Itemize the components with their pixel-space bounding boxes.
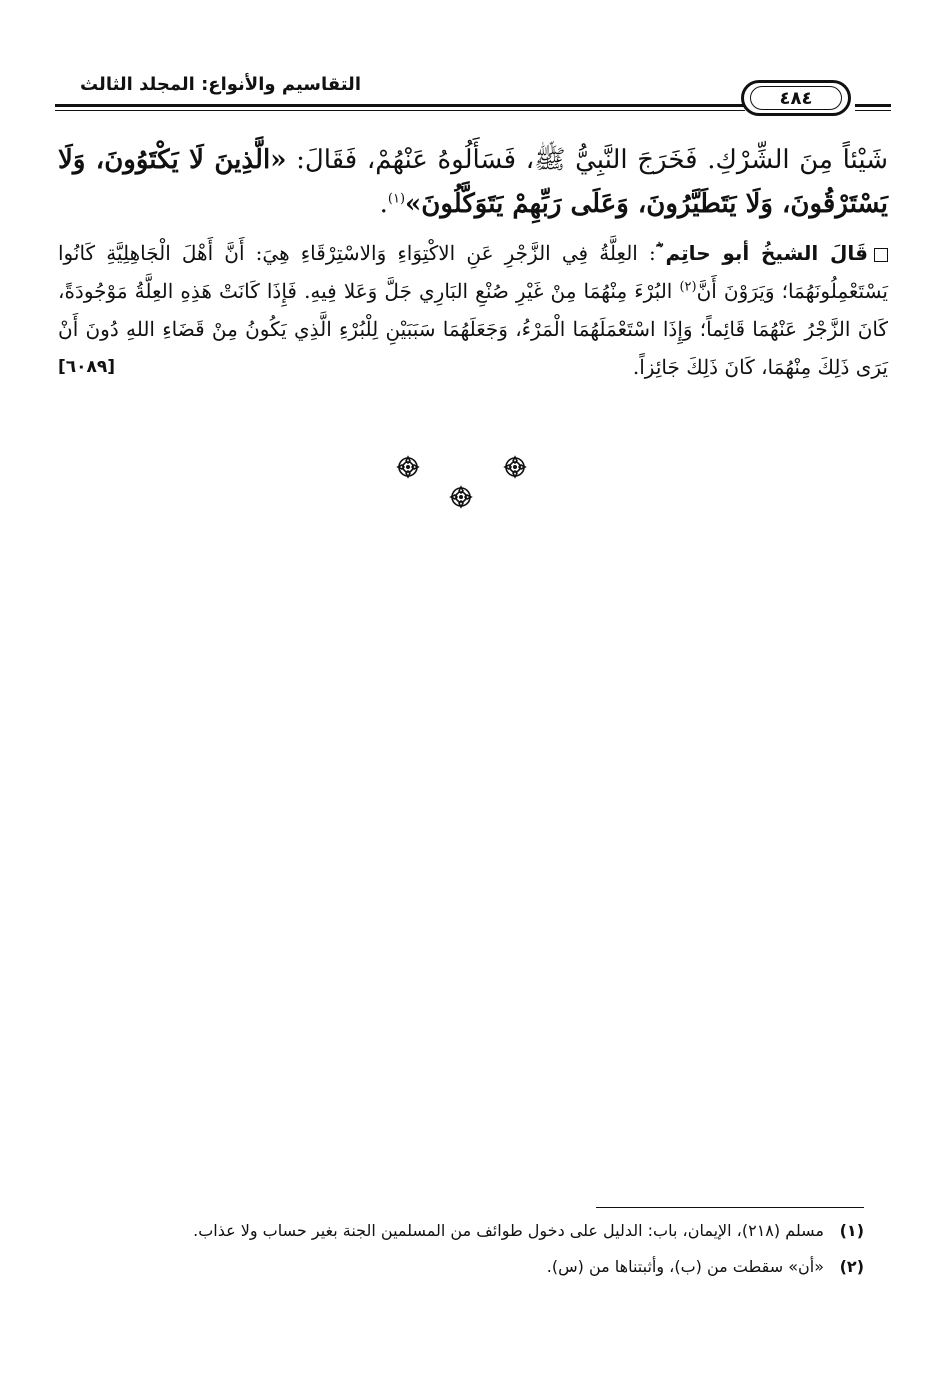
hadith-quote: «الَّذِينَ لَا يَكْتَوُونَ، وَلَا يَسْتَرْقُونَ، وَلَا يَتَطَيَّرُونَ، وَعَلَى رَبِّهِمْ يَتَوَكَّلُونَ» <box>58 145 888 219</box>
hadith-reference-number: [٦٠٨٩] <box>58 357 116 377</box>
footnote-text: مسلم (٢١٨)، الإيمان، باب: الدليل على دخول طوائف من المسلمين الجنة بغير حساب ولا عذاب. <box>193 1221 824 1240</box>
page-number: ٤٨٤ <box>750 86 842 110</box>
rosette-ornament-icon <box>503 455 527 479</box>
square-bullet-icon <box>874 248 888 262</box>
rosette-ornament-icon <box>449 485 473 509</box>
footnote-1 <box>58 1216 864 1246</box>
page-number-frame <box>741 80 851 116</box>
running-header <box>55 72 891 122</box>
rosette-ornament-icon <box>396 455 420 479</box>
footnote-2 <box>58 1252 864 1282</box>
commentary-speaker: قَالَ الشيخُ أبو حاتِم ؓ <box>655 241 868 265</box>
footnotes <box>58 1216 864 1288</box>
footnote-separator <box>596 1207 864 1208</box>
commentary-text-b: البُرْءَ مِنْهُمَا مِنْ غَيْرِ صُنْعِ البَارِي جَلَّ وَعَلا فِيهِ. فَإِذَا كَانَتْ هَذِهِ العِلَّةُ مَوْجُودَةً، كَانَ الزَّجْرُ عَنْهُمَا قَائِماً؛ وَإِذَا اسْتَعْمَلَهُمَا الْمَرْءُ، وَجَعَلَهُمَا سَبَبَيْنِ لِلْبُرْءِ الَّذِي يَكُونُ مِنْ قَضَاءِ اللهِ دُونَ أَنْ يَرَى ذَلِكَ مِنْهُمَا، كَانَ ذَلِكَ جَائِزاً. <box>58 279 888 379</box>
footnote-ref-2[interactable]: (٢) <box>679 279 697 295</box>
hadith-end: . <box>379 189 388 219</box>
header-rule-tail <box>855 104 891 111</box>
footnote-ref-1[interactable]: (١) <box>387 191 406 207</box>
header-title: التقاسيم والأنواع: المجلد الثالث <box>80 74 361 95</box>
commentary-text-a: : العِلَّةُ فِي الزَّجْرِ عَنِ الاكْتِوَاءِ وَالاسْتِرْقَاءِ هِيَ: أَنَّ أَهْلَ الْجَاهِلِيَّةِ كَانُوا يَسْتَعْمِلُونَهُمَا؛ وَيَرَوْنَ أَنَّ <box>58 241 888 303</box>
header-rule <box>55 104 745 111</box>
hadith-part-1: شَيْئاً مِنَ الشِّرْكِ. فَخَرَجَ النَّبِيُّ ﷺ، فَسَأَلُوهُ عَنْهُمْ، فَقَالَ: <box>286 145 888 175</box>
footnote-number: (١) <box>839 1221 864 1240</box>
main-text <box>58 138 888 386</box>
commentary-paragraph <box>58 234 888 386</box>
footnote-number: (٢) <box>839 1257 864 1276</box>
footnote-text: «أن» سقطت من (ب)، وأثبتناها من (س). <box>546 1257 824 1276</box>
hadith-text <box>58 138 888 226</box>
